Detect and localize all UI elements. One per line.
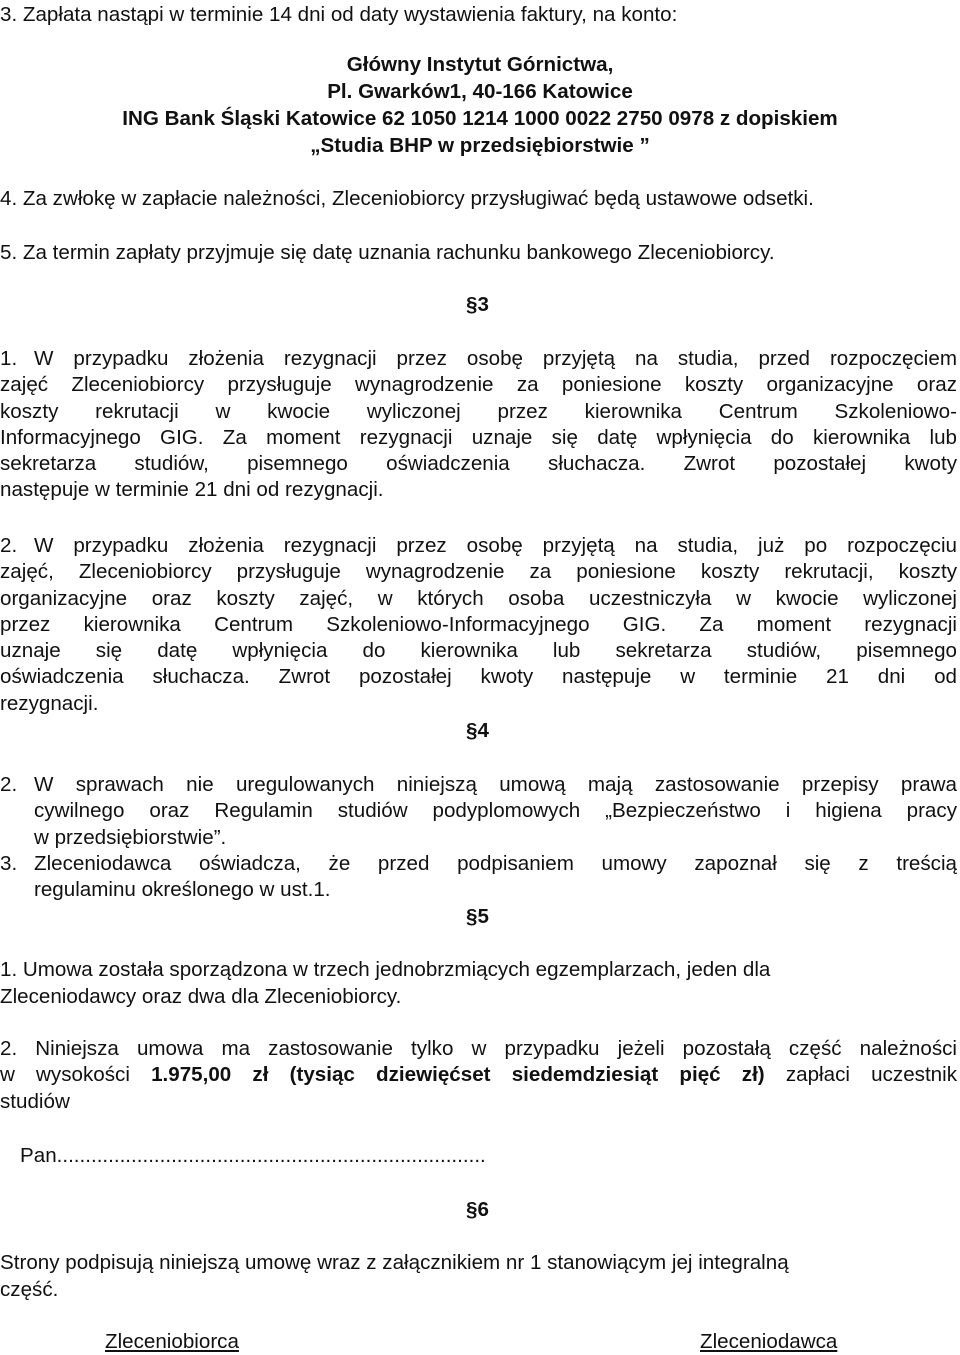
item-number: 2. xyxy=(0,773,18,796)
text-line: sekretarza studiów, pisemnego oświadczenia słuchacza. Zwrot pozostałej kwoty xyxy=(0,452,957,476)
text-line: cywilnego oraz Regulamin studiów podyplomowych „Bezpieczeństwo i higiena pracy xyxy=(34,799,957,823)
closing-line-1: Strony podpisują niniejszą umowę wraz z załącznikiem nr 1 stanowiącym jej integralną xyxy=(0,1251,789,1274)
section-number: 5 xyxy=(477,905,489,928)
text-line: zajęć, Zleceniobiorcy przysługuje wynagrodzenie za poniesione koszty rekrutacji, koszty xyxy=(0,560,957,584)
text-line: rezygnacji. xyxy=(0,691,99,715)
text-line: studiów xyxy=(0,1089,70,1113)
bank-name: Główny Instytut Górnictwa, xyxy=(346,53,614,76)
text-line: Zleceniodawca oświadcza, że przed podpisaniem umowy zapoznał się z treścią xyxy=(34,852,957,875)
pan-field: Pan........................................................................... xyxy=(20,1144,486,1167)
amount-prefix: w wysokości xyxy=(0,1063,152,1087)
section-3-item-2 xyxy=(0,533,957,717)
amount-value: 1.975,00 zł (tysiąc dziewięćset siedemdziesiąt pięć zł) xyxy=(151,1063,765,1087)
bank-account: ING Bank Śląski Katowice 62 1050 1214 1000 0022 2750 0978 z dopiskiem xyxy=(122,107,838,130)
text-line: regulaminu określonego w ust.1. xyxy=(34,878,331,902)
text-line-content: W przypadku złożenia rezygnacji przez osobę przyjętą na studia, przed rozpoczęciem xyxy=(34,347,957,370)
section-4-item-3 xyxy=(0,851,957,904)
signature-zleceniobiorca: Zleceniobiorca xyxy=(105,1330,239,1353)
text-line: w przedsiębiorstwie”. xyxy=(34,825,227,849)
section-symbol: § xyxy=(466,905,478,928)
text-line xyxy=(0,346,957,372)
closing-line-2: część. xyxy=(0,1278,59,1301)
item-number: 2. xyxy=(0,534,18,557)
section-5-heading xyxy=(466,904,489,930)
item-number: 3. xyxy=(0,852,18,875)
text-line: koszty rekrutacji w kwocie wyliczonej przez kierownika Centrum Szkoleniowo- xyxy=(0,399,957,423)
section-5-item-1-line-2: Zleceniodawcy oraz dwa dla Zleceniobiorcy. xyxy=(0,985,402,1008)
text-line: zajęć Zleceniobiorcy przysługuje wynagrodzenie za poniesione koszty organizacyjne oraz xyxy=(0,373,957,397)
section-symbol: § xyxy=(466,293,478,316)
clause-5-payment-date: 5. Za termin zapłaty przyjmuje się datę uznania rachunku bankowego Zleceniobiorcy. xyxy=(0,241,775,264)
text-line: organizacyjne oraz koszty zajęć, w których osoba uczestniczyła w kwocie wyliczonej xyxy=(0,586,957,610)
section-5-item-1-line-1: 1. Umowa została sporządzona w trzech jednobrzmiących egzemplarzach, jeden dla xyxy=(0,958,771,981)
section-5-item-2 xyxy=(0,1036,957,1115)
text-line: 2. Niniejsza umowa ma zastosowanie tylko w przypadku jeżeli pozostałą część należności xyxy=(0,1037,957,1060)
text-line: uznaje się datę wpłynięcia do kierownika lub sekretarza studiów, pisemnego xyxy=(0,639,957,663)
section-4-heading xyxy=(466,718,489,744)
section-3-item-1 xyxy=(0,346,957,504)
bank-address: Pl. Gwarków1, 40-166 Katowice xyxy=(327,80,633,103)
section-number: 3 xyxy=(477,293,489,316)
signature-zleceniodawca: Zleceniodawca xyxy=(700,1330,838,1353)
section-4-item-2 xyxy=(0,772,957,851)
text-line: W sprawach nie uregulowanych niniejszą umową mają zastosowanie przepisy prawa xyxy=(34,773,957,796)
payment-note: „Studia BHP w przedsiębiorstwie ” xyxy=(310,134,650,157)
section-number: 6 xyxy=(477,1198,489,1221)
text-line xyxy=(0,1062,957,1088)
text-line: Informacyjnego GIG. Za moment rezygnacji uznaje się datę wpłynięcia do kierownika lub xyxy=(0,425,957,449)
section-symbol: § xyxy=(466,1198,478,1221)
text-line xyxy=(0,533,957,559)
section-3-heading xyxy=(466,292,489,318)
item-number: 1. xyxy=(0,347,18,370)
section-symbol: § xyxy=(466,719,478,742)
amount-suffix: zapłaci uczestnik xyxy=(764,1063,957,1087)
text-line: przez kierownika Centrum Szkoleniowo-Informacyjnego GIG. Za moment rezygnacji xyxy=(0,612,957,636)
section-number: 4 xyxy=(477,719,489,742)
text-line: następuje w terminie 21 dni od rezygnacji. xyxy=(0,478,384,502)
clause-4-interest: 4. Za zwłokę w zapłacie należności, Zleceniobiorcy przysługiwać będą ustawowe odsetki. xyxy=(0,187,814,210)
text-line-content: W przypadku złożenia rezygnacji przez osobę przyjętą na studia, już po rozpoczęciu xyxy=(34,534,957,557)
text-line: oświadczenia słuchacza. Zwrot pozostałej kwoty następuje w terminie 21 dni od xyxy=(0,665,957,689)
clause-3-payment: 3. Zapłata nastąpi w terminie 14 dni od daty wystawienia faktury, na konto: xyxy=(0,3,678,26)
section-6-heading xyxy=(466,1197,489,1223)
